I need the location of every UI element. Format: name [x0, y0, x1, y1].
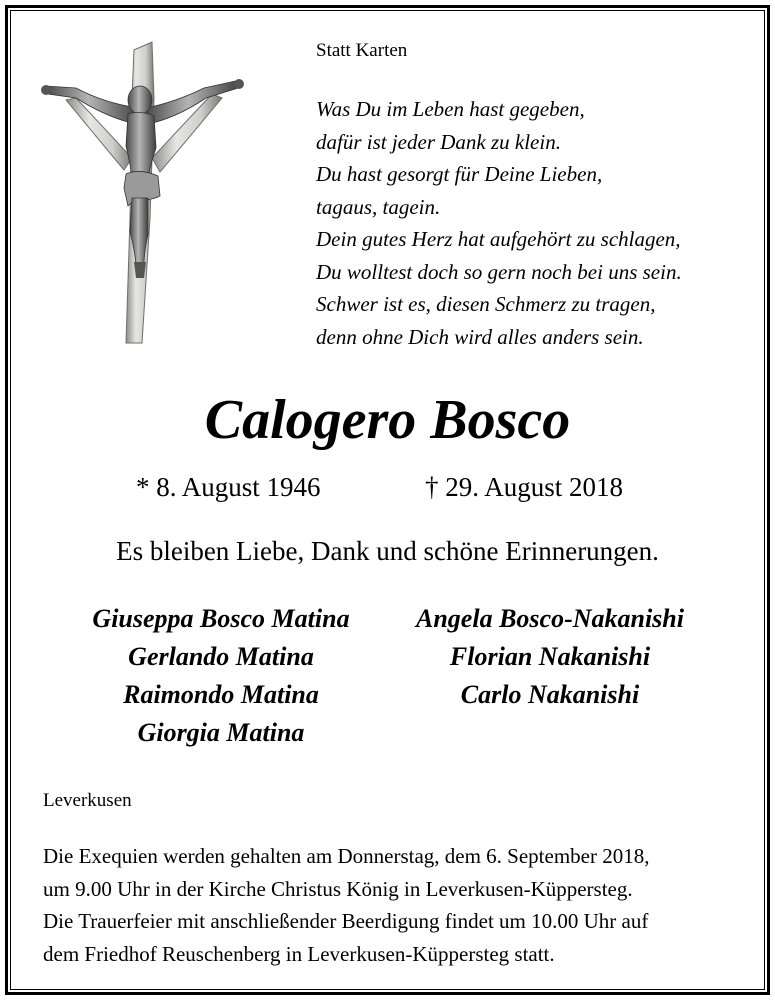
death-date: † 29. August 2018 — [425, 472, 624, 502]
deceased-name: Calogero Bosco — [204, 389, 571, 451]
poem-line: Du hast gesorgt für Deine Lieben, — [316, 162, 603, 186]
family-member: Angela Bosco-Nakanishi — [416, 604, 684, 633]
service-details — [43, 840, 649, 970]
poem — [316, 93, 682, 353]
family-member: Giorgia Matina — [137, 718, 305, 747]
service-line: um 9.00 Uhr in der Kirche Christus König in Leverkusen-Küppersteg. — [43, 876, 633, 901]
birth-date: * 8. August 1946 — [136, 472, 321, 502]
memory-line: Es bleiben Liebe, Dank und schöne Erinnerungen. — [116, 536, 659, 566]
family-member: Gerlando Matina — [128, 642, 314, 671]
city: Leverkusen — [43, 790, 132, 811]
poem-line: Schwer ist es, diesen Schmerz zu tragen, — [316, 292, 656, 316]
service-line: dem Friedhof Reuschenberg in Leverkusen-Küppersteg statt. — [43, 941, 555, 966]
poem-line: denn ohne Dich wird alles anders sein. — [316, 324, 644, 349]
family-member: Giuseppa Bosco Matina — [92, 604, 350, 633]
poem-line: Du wolltest doch so gern noch bei uns sein. — [316, 259, 682, 284]
family-column-left — [66, 600, 376, 752]
family-member: Florian Nakanishi — [449, 642, 651, 671]
family-member: Carlo Nakanishi — [460, 680, 640, 709]
poem-line: Was Du im Leben hast gegeben, — [316, 97, 585, 121]
service-line: Die Trauerfeier mit anschließender Beerdigung findet um 10.00 Uhr auf — [43, 909, 649, 933]
header-note: Statt Karten — [316, 40, 408, 61]
poem-line: dafür ist jeder Dank zu klein. — [316, 129, 561, 154]
service-line: Die Exequien werden gehalten am Donnerstag, dem 6. September 2018, — [43, 844, 650, 868]
family-member: Raimondo Matina — [123, 680, 319, 709]
family-column-right — [390, 600, 710, 714]
crucifix-icon — [36, 38, 246, 348]
poem-line: Dein gutes Herz hat aufgehört zu schlagen, — [316, 227, 681, 251]
poem-line: tagaus, tagein. — [316, 194, 441, 219]
